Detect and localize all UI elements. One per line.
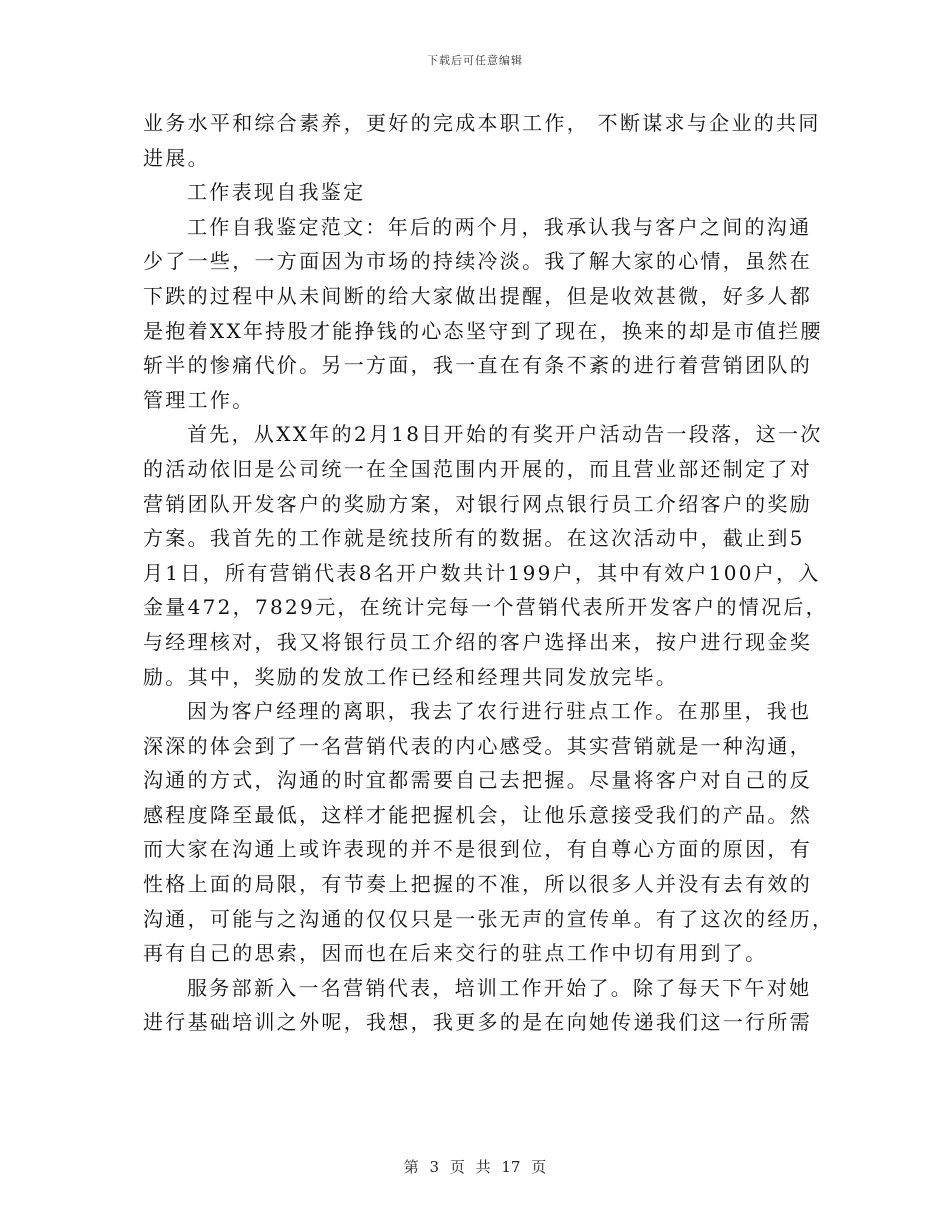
- text-line: 进展。: [143, 145, 210, 170]
- text-line: 工作自我鉴定范文：年后的两个月，我承认我与客户之间的沟通: [187, 214, 812, 239]
- text-line: 业务水平和综合素养，更好的完成本职工作， 不断谋求与企业的共同: [143, 111, 821, 135]
- text-line: 感程度降至最低，这样才能把握机会，让他乐意接受我们的产品。然: [143, 802, 812, 827]
- text-line: 而大家在沟通上或许表现的并不是很到位，有自尊心方面的原因，有: [143, 837, 812, 862]
- text-line: 的活动依旧是公司统一在全国范围内开展的，而且营业部还制定了对: [143, 456, 812, 481]
- text-line: 再有自己的思索，因而也在后来交行的驻点工作中切有用到了。: [143, 941, 768, 966]
- document-body: [143, 106, 835, 1040]
- text-line: 深深的体会到了一名营销代表的内心感受。其实营销就是一种沟通，: [143, 733, 812, 758]
- text-line: 是抱着XX年持股才能挣钱的心态坚守到了现在，换来的却是市值拦腰: [143, 318, 823, 343]
- text-line: 管理工作。: [143, 387, 255, 412]
- page-header: 下载后可任意编辑: [427, 54, 523, 67]
- text-line: 进行基础培训之外呢，我想，我更多的是在向她传递我们这一行所需: [143, 1010, 812, 1035]
- text-line: 少了一些，一方面因为市场的持续冷淡。我了解大家的心情，虽然在: [143, 249, 812, 274]
- text-line: 与经理核对，我又将银行员工介绍的客户选择出来，按户进行现金奖: [143, 629, 812, 654]
- text-line: 方案。我首先的工作就是统技所有的数据。在这次活动中，截止到5: [143, 526, 805, 551]
- text-line: 服务部新入一名营销代表，培训工作开始了。除了每天下午对她: [187, 975, 812, 1000]
- text-line: 沟通，可能与之沟通的仅仅只是一张无声的宣传单。有了这次的经历，: [143, 906, 835, 931]
- text-line: 斩半的惨痛代价。另一方面，我一直在有条不紊的进行着营销团队的: [143, 353, 812, 378]
- text-line: 营销团队开发客户的奖励方案，对银行网点银行员工介绍客户的奖励: [143, 491, 812, 516]
- text-line: 首先，从XX年的2月18日开始的有奖开户活动告一段落，这一次: [187, 422, 823, 447]
- page-number: 第 3 页 共 17 页: [403, 1158, 547, 1176]
- text-line: 下跌的过程中从未间断的给大家做出提醒，但是收效甚微，好多人都: [143, 283, 812, 308]
- text-line: 励。其中，奖励的发放工作已经和经理共同发放完毕。: [143, 664, 679, 689]
- text-line: 金量472，7829元，在统计完每一个营销代表所开发客户的情况后，: [143, 595, 828, 620]
- text-line: 沟通的方式，沟通的时宜都需要自己去把握。尽量将客户对自己的反: [143, 768, 812, 793]
- text-line: 因为客户经理的离职，我去了农行进行驻点工作。在那里，我也: [187, 699, 812, 724]
- section-heading: 工作表现自我鉴定: [187, 180, 366, 205]
- text-line: 性格上面的局限，有节奏上把握的不准，所以很多人并没有去有效的: [143, 872, 812, 897]
- text-line: 月1日，所有营销代表8名开户数共计199户，其中有效户100户，入: [143, 560, 821, 585]
